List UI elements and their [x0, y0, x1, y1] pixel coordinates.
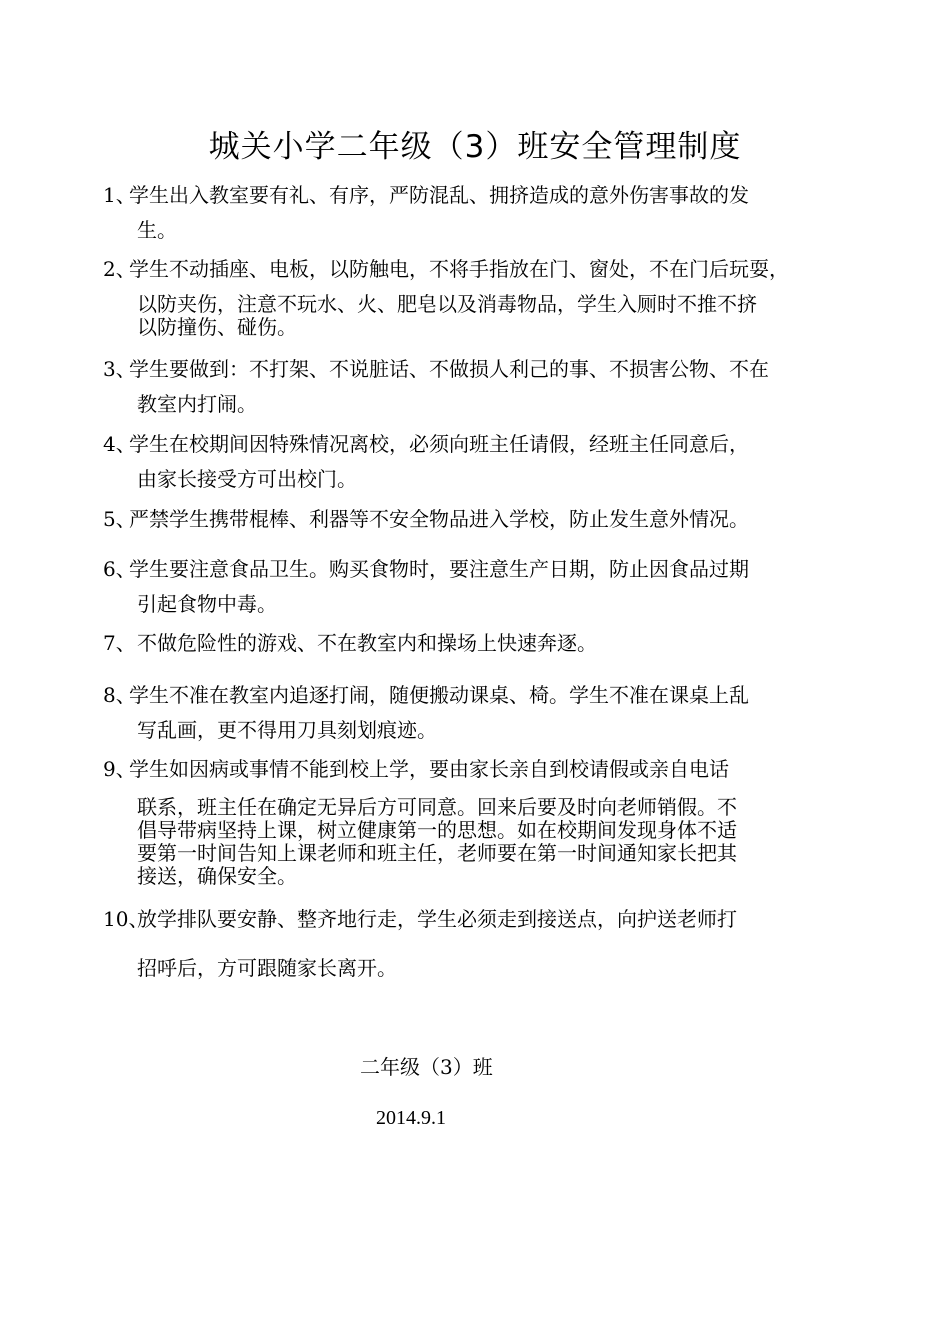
rule-line: 由家长接受方可出校门。	[137, 467, 357, 491]
rule-7	[103, 632, 863, 654]
rule-number: 2、	[103, 257, 136, 281]
rule-1	[103, 184, 863, 242]
rule-line: 教室内打闹。	[137, 392, 257, 416]
rule-6	[103, 558, 863, 616]
rule-number: 8、	[103, 683, 136, 707]
rule-line: 写乱画，更不得用刀具刻划痕迹。	[137, 718, 437, 742]
rule-text: 学生要做到：不打架、不说脏话、不做损人利己的事、不损害公物、不在	[129, 357, 769, 381]
rule-10	[103, 908, 863, 980]
rule-line: 引起食物中毒。	[137, 592, 277, 616]
rule-text: 学生要注意食品卫生。购买食物时，要注意生产日期，防止因食品过期	[129, 557, 749, 581]
rule-text: 严禁学生携带棍棒、利器等不安全物品进入学校，防止发生意外情况。	[129, 507, 749, 531]
signature-date: 2014.9.1	[376, 1107, 446, 1129]
rule-number: 6、	[103, 557, 136, 581]
signature-class: 二年级（3）班	[360, 1055, 493, 1079]
rule-continuation	[103, 393, 863, 416]
rule-text: 学生在校期间因特殊情况离校，必须向班主任请假，经班主任同意后，	[129, 432, 749, 456]
rule-text: 学生不准在教室内追逐打闹，随便搬动课桌、椅。学生不准在课桌上乱	[129, 683, 749, 707]
rule-number: 1、	[103, 183, 136, 207]
rule-continuation	[103, 957, 863, 980]
rule-line: 生。	[137, 218, 177, 242]
rule-continuation	[103, 593, 863, 616]
rule-continuation	[103, 293, 863, 339]
rule-number: 3、	[103, 357, 136, 381]
rule-8	[103, 684, 863, 742]
rule-text: 不做危险性的游戏、不在教室内和操场上快速奔逐。	[137, 631, 597, 655]
rule-continuation	[103, 468, 863, 491]
rule-line: 联系，班主任在确定无异后方可同意。回来后要及时向老师销假。不	[137, 795, 737, 819]
rule-5	[103, 508, 863, 530]
rule-9	[103, 758, 863, 888]
rule-line: 要第一时间告知上课老师和班主任，老师要在第一时间通知家长把其	[137, 841, 737, 865]
rule-4	[103, 433, 863, 491]
rule-number: 4、	[103, 432, 136, 456]
rule-number: 10、	[103, 907, 149, 931]
rule-number: 9、	[103, 757, 136, 781]
rule-text: 学生出入教室要有礼、有序，严防混乱、拥挤造成的意外伤害事故的发	[129, 183, 749, 207]
rule-text: 学生不动插座、电板，以防触电，不将手指放在门、窗处，不在门后玩耍，	[129, 257, 789, 281]
rule-line: 以防夹伤，注意不玩水、火、肥皂以及消毒物品，学生入厕时不推不挤	[137, 292, 757, 316]
rule-continuation	[103, 719, 863, 742]
rule-line: 以防撞伤、碰伤。	[137, 315, 297, 339]
rule-continuation	[103, 796, 863, 888]
rule-number: 5、	[103, 507, 136, 531]
rule-line: 倡导带病坚持上课，树立健康第一的思想。如在校期间发现身体不适	[137, 818, 737, 842]
rule-2	[103, 258, 863, 339]
rule-text: 放学排队要安静、整齐地行走，学生必须走到接送点，向护送老师打	[137, 907, 737, 931]
rule-line: 接送，确保安全。	[137, 864, 297, 888]
rule-text: 学生如因病或事情不能到校上学，要由家长亲自到校请假或亲自电话	[129, 757, 729, 781]
page-title: 城关小学二年级（3）班安全管理制度	[208, 129, 742, 165]
rule-3	[103, 358, 863, 416]
rule-number: 7、	[103, 631, 136, 655]
rule-line: 招呼后，方可跟随家长离开。	[137, 956, 397, 980]
rule-continuation	[103, 219, 863, 242]
